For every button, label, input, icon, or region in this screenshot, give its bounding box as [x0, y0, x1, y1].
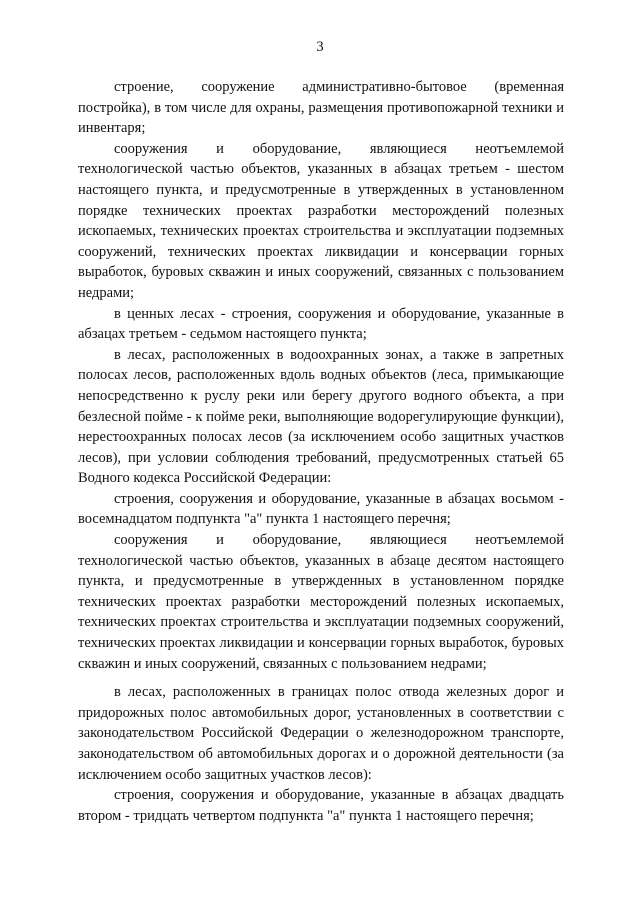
- paragraph-3: в ценных лесах - строения, сооружения и оборудование, указанные в абзацах третьем - седьмом настоящего пункта;: [78, 305, 564, 343]
- paragraph-6: сооружения и оборудование, являющиеся неотъемлемой технологической частью объектов, указанных в абзаце десятом настоящего пункта, и предусмотренные в утвержденных в установленном порядке технических проектах разработки месторождений полезных ископаемых, технических проектах строительства и эксплуатации подземных сооружений, технических проектах ликвидации и консервации горных выработок, буровых скважин и иных сооружений, связанных с пользованием недрами;: [78, 532, 564, 672]
- paragraph-4: в лесах, расположенных в водоохранных зонах, а также в запретных полосах лесов, расположенных вдоль водных объектов (леса, примыкающие непосредственно к руслу реки или берегу другого водного объекта, а при безлесной пойме - к пойме реки, выполняющие водорегулирующие функции), нерестоохранных полосах лесов (за исключением особо защитных участков лесов), при условии соблюдения требований, предусмотренных статьей 65 Водного кодекса Российской Федерации:: [78, 346, 564, 487]
- paragraph-2: сооружения и оборудование, являющиеся неотъемлемой технологической частью объектов, указанных в абзацах третьем - шестом настоящего пункта, и предусмотренные в утвержденных в установленном порядке технических проектах разработки месторождений полезных ископаемых, технических проектах строительства и эксплуатации подземных сооружений, технических проектах ликвидации и консервации горных выработок, буровых скважин и иных сооружений, связанных с пользованием недрами;: [78, 140, 564, 301]
- paragraph-8: строения, сооружения и оборудование, указанные в абзацах двадцать втором - тридцать четвертом подпункта "а" пункта 1 настоящего перечня;: [78, 787, 564, 824]
- page-number: 3: [316, 39, 324, 55]
- paragraph-7: в лесах, расположенных в границах полос отвода железных дорог и придорожных полос автомобильных дорог, установленных в соответствии с законодательством Российской Федерации о железнодорожном транспорте, законодательством об автомобильных дорогах и о дорожной деятельности (за исключением особо защитных участков лесов):: [78, 684, 564, 783]
- document-body: [78, 77, 564, 826]
- paragraph-1: строение, сооружение административно-бытовое (временная постройка), в том числе для охраны, размещения противопожарной техники и инвентаря;: [78, 79, 564, 137]
- paragraph-5: строения, сооружения и оборудование, указанные в абзацах восьмом - восемнадцатом подпункта "а" пункта 1 настоящего перечня;: [78, 490, 564, 528]
